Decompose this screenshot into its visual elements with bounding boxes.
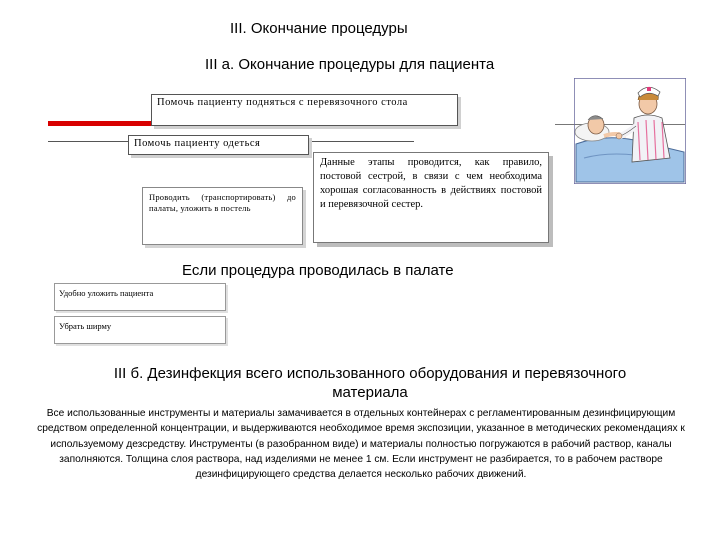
step-transport: Проводить (транспортировать) до палаты, уложить в постель: [142, 187, 303, 245]
ward-heading: Если процедура проводилась в палате: [182, 262, 454, 279]
step-help-get-up: Помочь пациенту подняться с перевязочного стола: [151, 94, 458, 126]
disinfection-paragraph: Все использованные инструменты и материалы замачивается в отдельных контейнерах с регламентированным дезинфицирующим средством определенной концентрации, и выдерживаются необходимое время экспозиции, указанное в методических рекомендациях к используемому дезсредству. Инструменты (в разобранном виде) и материалы полностью погружаются в рабочий раствор, каналы заполняются. Толщина слоя раствора, над изделиями не менее 1 см. Если инструмент не разбирается, то в рабочем растворе дезинфицирующего средства делается несколько рабочих движений.: [37, 408, 685, 481]
nurse-patient-illustration: [574, 78, 686, 184]
step-help-dress: Помочь пациенту одеться: [128, 135, 309, 155]
ward-step-remove-screen: Убрать ширму: [54, 316, 226, 344]
page-title: III. Окончание процедуры: [230, 20, 408, 37]
ward-step-lay-patient: Удобно уложить пациента: [54, 283, 226, 311]
section-subtitle: III а. Окончание процедуры для пациента: [205, 56, 495, 73]
note-box: Данные этапы проводится, как правило, постовой сестрой, в связи с чем необходима хорошая согласованность в действиях постовой и перевязочной сестер.: [313, 152, 549, 243]
disinfection-heading: III б. Дезинфекция всего использованного оборудования и перевязочного материала: [113, 365, 627, 401]
